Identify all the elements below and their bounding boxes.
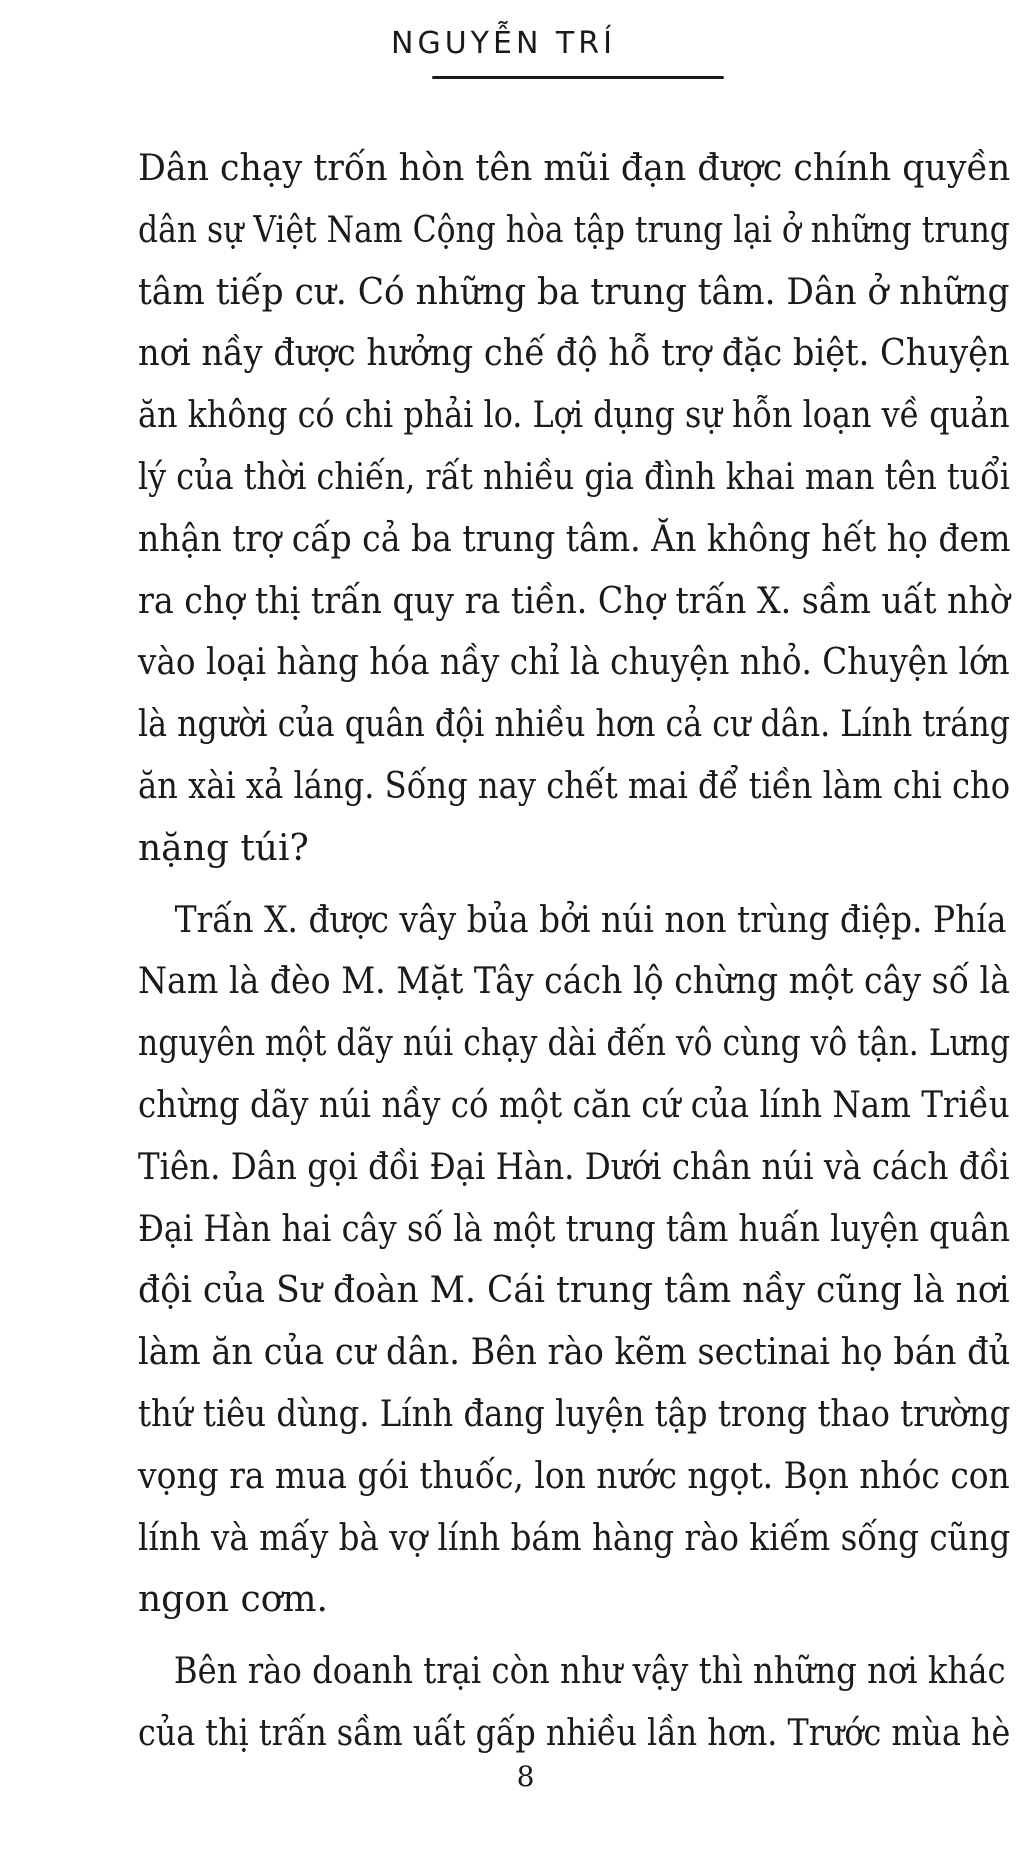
text-line: dân sự Việt Nam Cộng hòa tập trung lại ở những trung — [138, 209, 1010, 251]
text-line: đội của Sư đoàn M. Cái trung tâm nầy cũng là nơi — [138, 1270, 1010, 1312]
text-line: ăn không có chi phải lo. Lợi dụng sự hỗn loạn về quản — [138, 395, 1010, 437]
header-underline — [432, 76, 724, 79]
page-number: 8 — [516, 1760, 535, 1793]
paragraph-1 — [138, 138, 1010, 880]
text-line: thứ tiêu dùng. Lính đang luyện tập trong thao trường — [138, 1393, 1011, 1435]
text-line: Tiên. Dân gọi đồi Đại Hàn. Dưới chân núi và cách đồi — [138, 1146, 1010, 1188]
text-line: vào loại hàng hóa nầy chỉ là chuyện nhỏ. Chuyện lớn — [138, 642, 1010, 684]
text-line: Bên rào doanh trại còn như vậy thì những nơi khác — [173, 1651, 1006, 1693]
text-line: tâm tiếp cư. Có những ba trung tâm. Dân ở những — [138, 271, 1010, 313]
text-line: làm ăn của cư dân. Bên rào kẽm sectinai họ bán đủ — [138, 1332, 1011, 1374]
author-name: NGUYỄN TRÍ — [391, 26, 616, 61]
text-line: Dân chạy trốn hòn tên mũi đạn được chính quyền — [138, 148, 1011, 189]
text-line: lính và mấy bà vợ lính bám hàng rào kiếm sống cũng — [138, 1517, 1011, 1559]
text-line: vọng ra mua gói thuốc, lon nước ngọt. Bọn nhóc con — [138, 1455, 1010, 1497]
text-line: lý của thời chiến, rất nhiều gia đình khai man tên tuổi — [138, 456, 1010, 498]
text-line: nhận trợ cấp cả ba trung tâm. Ăn không hết họ đem — [138, 518, 1011, 560]
text-line: là người của quân đội nhiều hơn cả cư dân. Lính tráng — [138, 704, 1010, 746]
text-line: chừng dãy núi nầy có một căn cứ của lính Nam Triều — [138, 1084, 1010, 1126]
text-line: ra chợ thị trấn quy ra tiền. Chợ trấn X. sầm uất nhờ — [138, 580, 1010, 622]
text-line: Nam là đèo M. Mặt Tây cách lộ chừng một cây số là — [138, 961, 1010, 1003]
body-text — [138, 138, 1010, 1775]
text-line: Đại Hàn hai cây số là một trung tâm huấn luyện quân — [138, 1208, 1011, 1250]
text-line: nơi nầy được hưởng chế độ hỗ trợ đặc biệt. Chuyện — [138, 333, 1010, 375]
text-line: của thị trấn sầm uất gấp nhiều lần hơn. Trước mùa hè — [138, 1712, 1011, 1754]
running-header — [0, 26, 1027, 61]
text-line: nặng túi? — [138, 827, 309, 869]
text-line: nguyên một dãy núi chạy dài đến vô cùng vô tận. Lưng — [138, 1023, 1011, 1065]
text-line: ngon cơm. — [138, 1579, 328, 1621]
text-line: Trấn X. được vây bủa bởi núi non trùng điệp. Phía — [174, 899, 1007, 941]
paragraph-2 — [138, 890, 1010, 1632]
paragraph-3 — [138, 1641, 1010, 1765]
text-line: ăn xài xả láng. Sống nay chết mai để tiền làm chi cho — [138, 765, 1011, 807]
